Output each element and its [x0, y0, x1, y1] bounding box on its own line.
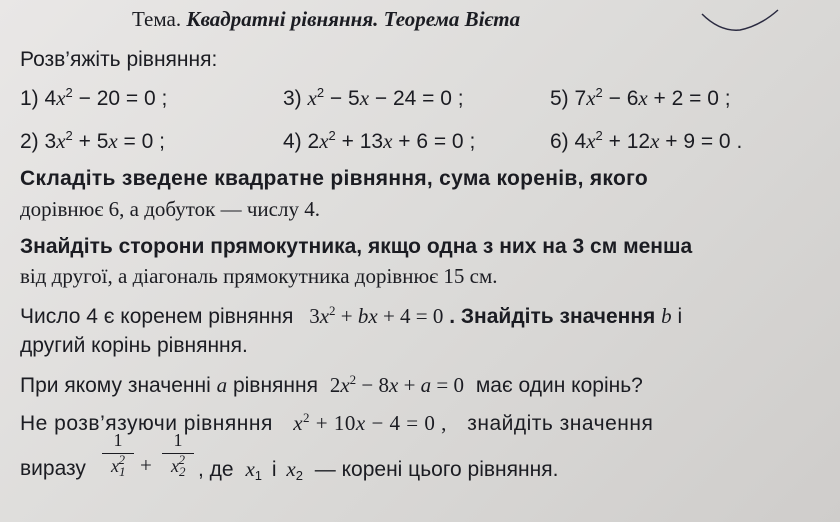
plus-sign: + — [140, 453, 152, 477]
fraction-2: 1 $x_2^2$ — [162, 430, 194, 477]
equation-6: 6) $4x^2 + 12x + 9 = 0$ . — [550, 128, 743, 153]
task5-line: При якому значенні a рівняння $2x^2 - 8x + a = 0$ має один корінь? — [20, 372, 643, 397]
title-prefix: Тема. — [132, 7, 182, 31]
task6-label-expression: виразу — [20, 457, 86, 480]
equation-5: 5) $7x^2 - 6x + 2 = 0$ ; — [550, 85, 731, 110]
task1-heading: Розв’яжіть рівняння: — [20, 48, 218, 71]
task4-line2: другий корінь рівняння. — [20, 334, 248, 357]
task3-line1: Знайдіть сторони прямокутника, якщо одна з них на 3 см менша — [20, 235, 693, 258]
task2-line2: дорівнює 6, а добуток — числу 4. — [20, 197, 320, 221]
equation-3: 3) $x^2 - 5x - 24 = 0$ ; — [283, 85, 464, 110]
title-topic: Квадратні рівняння. Теорема Вієта — [186, 7, 521, 31]
equation-4: 4) $2x^2 + 13x + 6 = 0$ ; — [283, 128, 476, 153]
pen-mark-icon — [700, 8, 780, 38]
task6-line1: Не розв’язуючи рівняння $x^2 + 10x - 4 = 0$ , знайдіть значення — [20, 410, 654, 435]
task4-line1: Число 4 є коренем рівняння $3x^2$ + bx + 4 = 0 . Знайдіть значення b і — [20, 303, 683, 328]
task6-tail: , де $x_1$ і $x_2$ — корені цього рівняння. — [198, 457, 559, 483]
fraction-1: 1 $x_1^2$ — [102, 430, 134, 477]
equation-1: 1) $4x^2 - 20 = 0$ ; — [20, 85, 168, 110]
task2-line1: Складіть зведене квадратне рівняння, сума коренів, якого — [20, 167, 648, 190]
equation-2: 2) $3x^2 + 5x = 0$ ; — [20, 128, 165, 153]
page-title — [132, 6, 520, 32]
task3-line2: від другої, а діагональ прямокутника дорівнює 15 см. — [20, 264, 498, 288]
